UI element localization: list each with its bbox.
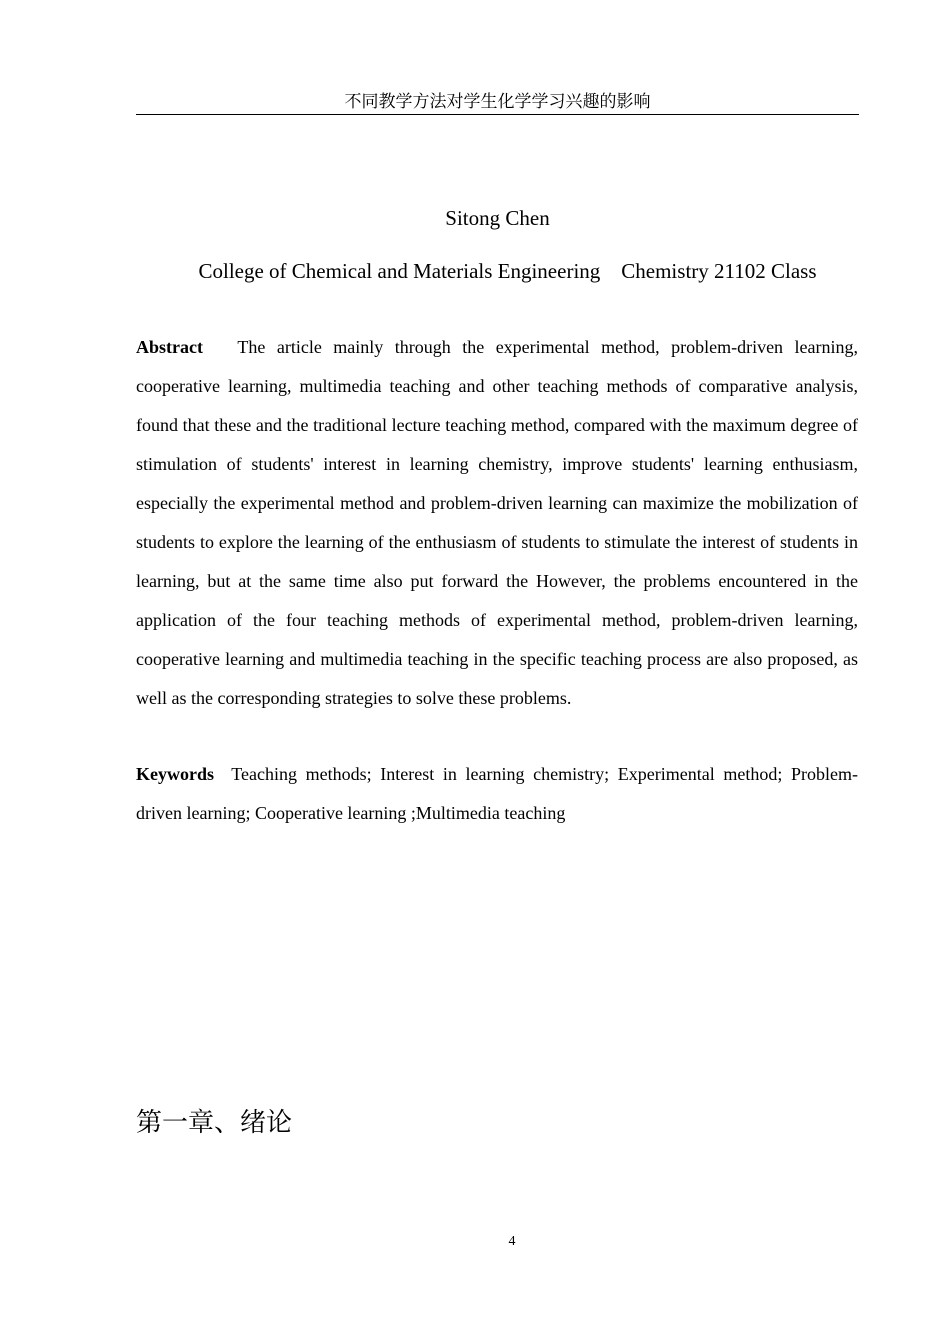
running-header-title: 不同教学方法对学生化学学习兴趣的影响	[344, 92, 651, 112]
page-number: 4	[508, 1234, 516, 1249]
author-name: Sitong Chen	[445, 206, 550, 230]
running-header	[136, 90, 859, 115]
abstract-label: Abstract	[136, 337, 203, 357]
abstract-paragraph	[136, 328, 858, 718]
chapter-heading: 第一章、绪论	[136, 1108, 293, 1138]
keywords-text: Teaching methods; Interest in learning chemistry; Experimental method; Problem-driven learning; Cooperative learning ;Multimedia teaching	[136, 764, 859, 823]
author-affiliation: College of Chemical and Materials Engineering Chemistry 21102 Class	[198, 259, 817, 283]
keywords-paragraph	[136, 755, 858, 833]
abstract-text: The article mainly through the experimental method, problem-driven learning, cooperative learning, multimedia teaching and other teaching methods of comparative analysis, found that these and the traditional lecture teaching method, compared with the maximum degree of stimulation of students' interest in learning chemistry, improve students' learning enthusiasm, especially the experimental method and problem-driven learning can maximize the mobilization of students to explore the learning of the enthusiasm of students to stimulate the interest of students in learning, but at the same time also put forward the However, the problems encountered in the application of the four teaching methods of experimental method, problem-driven learning, cooperative learning and multimedia teaching in the specific teaching process are also proposed, as well as the corresponding strategies to solve these problems.	[136, 337, 859, 708]
keywords-label: Keywords	[136, 764, 214, 784]
